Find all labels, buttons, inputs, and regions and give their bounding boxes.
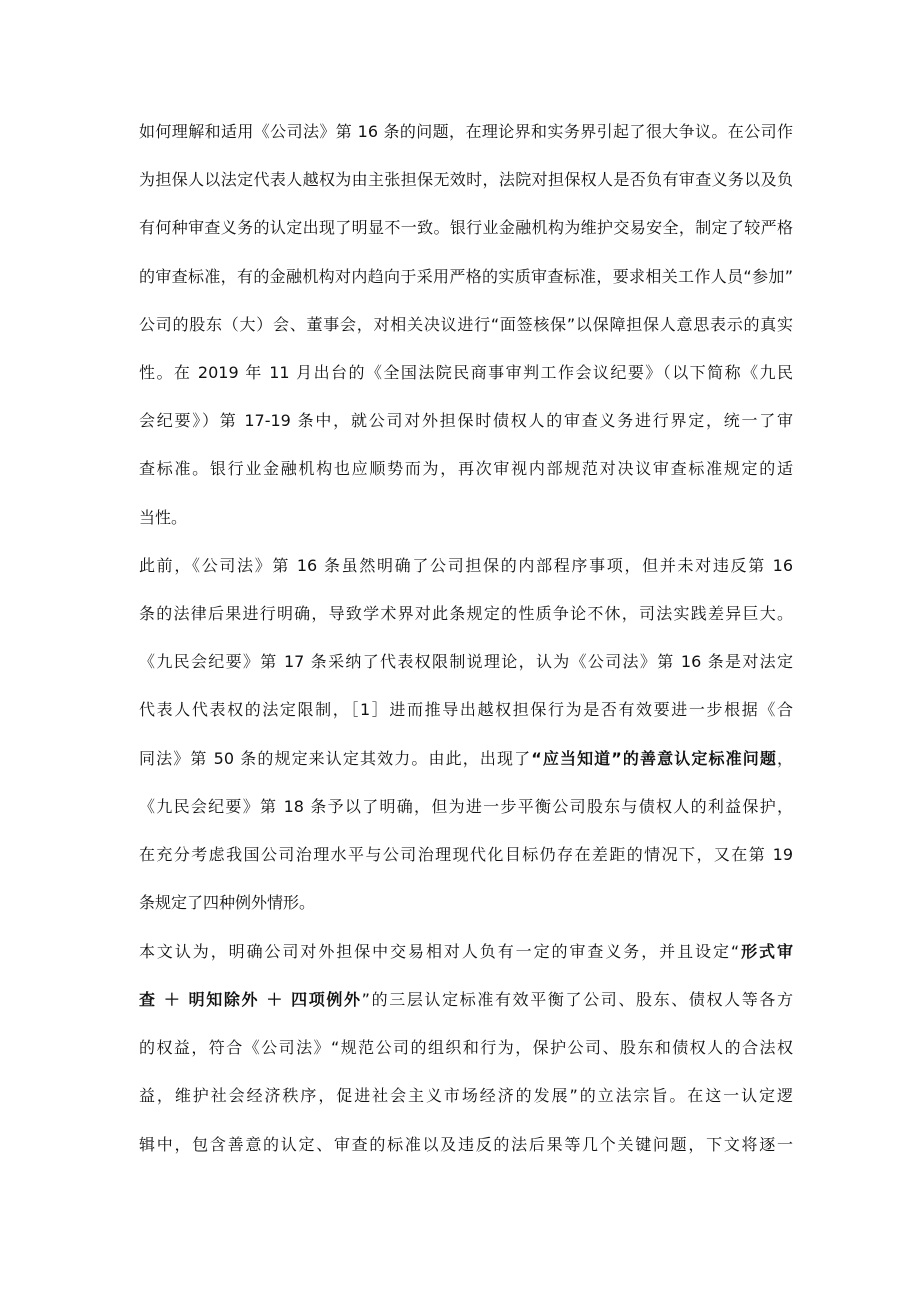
paragraph-2-line-7: 在充分考虑我国公司治理水平与公司治理现代化目标仍存在差距的情况下，又在第 19 <box>139 845 793 864</box>
paragraph-1-line-7: 会纪要》）第 17-19 条中，就公司对外担保时债权人的审查义务进行界定，统一了审 <box>139 411 793 430</box>
paragraph-1-line-1: 如何理解和适用《公司法》第 16 条的问题，在理论界和实务界引起了很大争议。在公司作 <box>139 122 793 141</box>
paragraph-2-line-3: 《九民会纪要》第 17 条采纳了代表权限制说理论，认为《公司法》第 16 条是对法定 <box>139 652 793 671</box>
paragraph-1-line-4: 的审查标准，有的金融机构对内趋向于采用严格的实质审查标准，要求相关工作人员“参加” <box>139 267 793 286</box>
paragraph-3-line-4: 益，维护社会经济秩序，促进社会主义市场经济的发展”的立法宗旨。在这一认定逻 <box>139 1086 793 1105</box>
paragraph-1-line-2: 为担保人以法定代表人越权为由主张担保无效时，法院对担保权人是否负有审查义务以及负 <box>139 170 793 189</box>
paragraph-1-line-9: 当性。 <box>139 508 188 527</box>
paragraph-1-line-3: 有何种审查义务的认定出现了明显不一致。银行业金融机构为维护交易安全，制定了较严格 <box>139 218 793 237</box>
paragraph-1-line-8: 查标准。银行业金融机构也应顺势而为，再次审视内部规范对决议审查标准规定的适 <box>139 459 793 478</box>
paragraph-2-line-5 <box>139 744 793 774</box>
paragraph-2-line-8: 条规定了四种例外情形。 <box>139 893 316 912</box>
paragraph-3-line-5: 辑中，包含善意的认定、审查的标准以及违反的法后果等几个关键问题，下文将逐一 <box>139 1135 793 1154</box>
three-tier-standard-emphasis-end: 查 ＋ 明知除外 ＋ 四项例外 <box>139 990 362 1009</box>
paragraph-3-line-3: 的权益，符合《公司法》“规范公司的组织和行为，保护公司、股东和债权人的合法权 <box>139 1038 793 1057</box>
paragraph-1-line-6: 性。在 2019 年 11 月出台的《全国法院民商事审判工作会议纪要》（以下简称《九民 <box>139 363 793 382</box>
paragraph-3-line-1 <box>139 937 793 967</box>
paragraph-2-line-6: 《九民会纪要》第 18 条予以了明确，但为进一步平衡公司股东与债权人的利益保护， <box>139 797 793 816</box>
paragraph-3-line-1-start: 本文认为，明确公司对外担保中交易相对人负有一定的审查义务，并且设定“ <box>139 942 740 961</box>
paragraph-2-line-4: 代表人代表权的法定限制，［1］进而推导出越权担保行为是否有效要进一步根据《合 <box>139 700 793 719</box>
good-faith-standard-emphasis: “应当知道”的善意认定标准问题 <box>531 749 777 768</box>
three-tier-standard-emphasis-start: 形式审 <box>739 942 793 961</box>
paragraph-3-line-2-end: ”的三层认定标准有效平衡了公司、股东、债权人等各方 <box>361 990 793 1009</box>
paragraph-2-line-5-end: ， <box>776 749 793 768</box>
paragraph-2-line-2: 条的法律后果进行明确，导致学术界对此条规定的性质争论不休，司法实践差异巨大。 <box>139 604 793 623</box>
paragraph-2-line-1: 此前，《公司法》第 16 条虽然明确了公司担保的内部程序事项，但并未对违反第 16 <box>139 556 793 575</box>
paragraph-2-line-5-start: 同法》第 50 条的规定来认定其效力。由此，出现了 <box>139 749 532 768</box>
paragraph-1-line-5: 公司的股东（大）会、董事会，对相关决议进行“面签核保”以保障担保人意思表示的真实 <box>139 315 793 334</box>
paragraph-3-line-2 <box>139 985 793 1015</box>
